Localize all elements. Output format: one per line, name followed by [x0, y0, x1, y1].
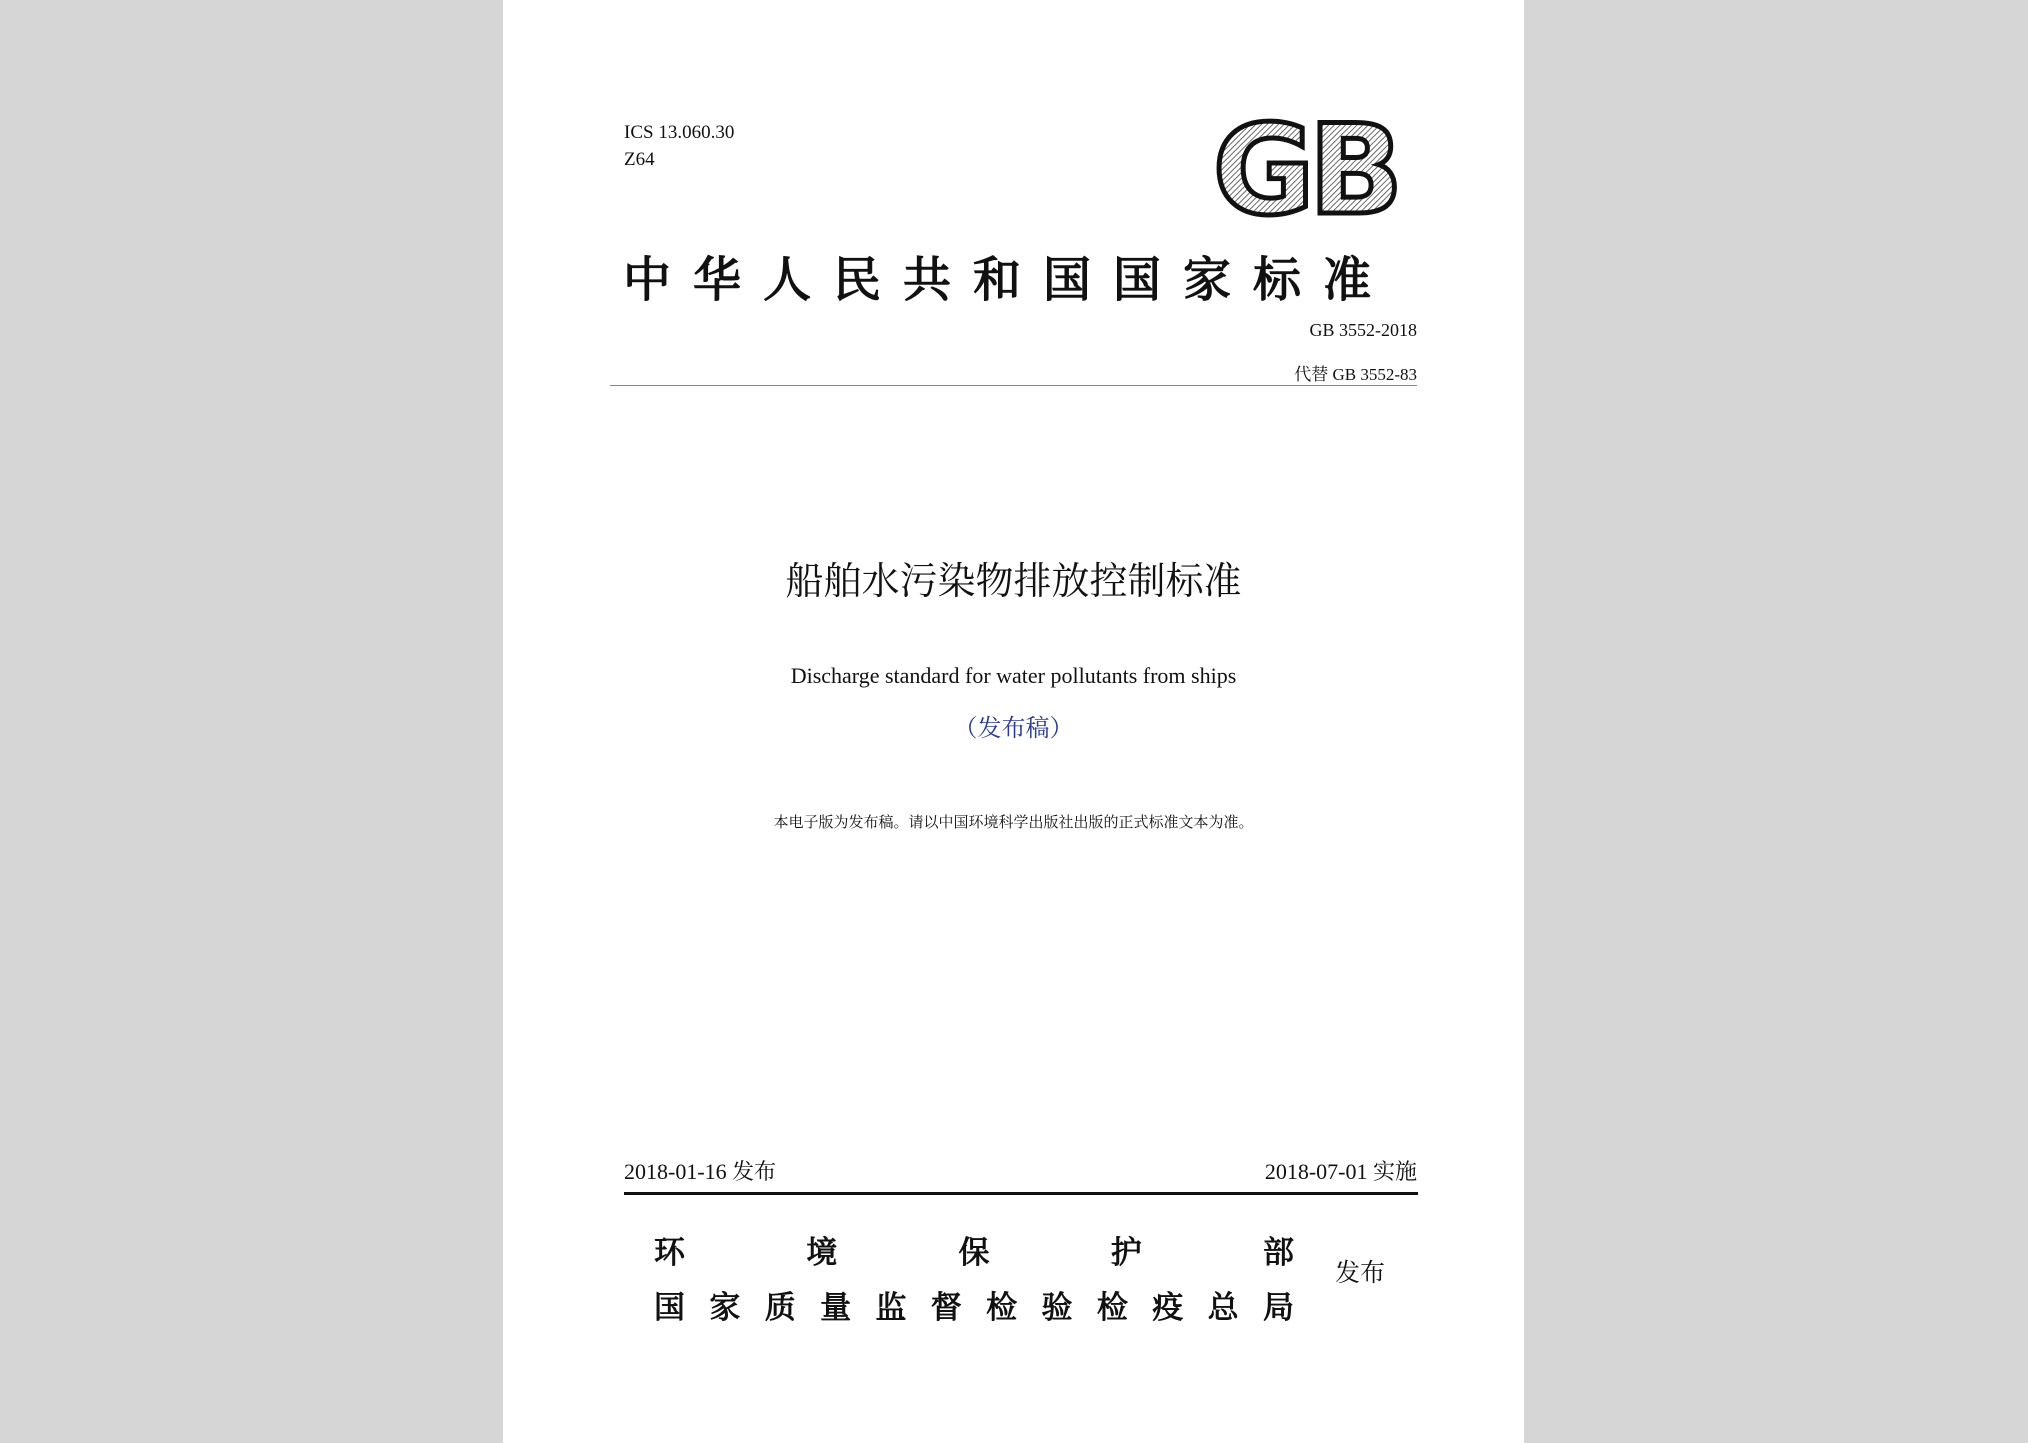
header-divider [610, 385, 1417, 386]
gb-logo [1206, 117, 1404, 225]
chinese-title: 船舶水污染物排放控制标准 [785, 559, 1242, 603]
replaces-standard: 代替 GB 3552-83 [1294, 365, 1417, 384]
issuer-char: 境 [806, 1235, 838, 1271]
issuer-char: 验 [1041, 1290, 1073, 1326]
issuer-char: 督 [930, 1290, 962, 1326]
issuer-char: 环 [654, 1235, 685, 1271]
issuer-ministry [654, 1233, 1294, 1273]
issuer-aqsiq [654, 1288, 1294, 1328]
issuer-char: 国 [654, 1290, 685, 1326]
footer-divider [624, 1192, 1418, 1195]
issuer-char: 局 [1262, 1290, 1294, 1326]
issuer-char: 监 [875, 1290, 907, 1326]
edition-notice: 本电子版为发布稿。请以中国环境科学出版社出版的正式标准文本为准。 [773, 813, 1254, 831]
issue-label: 发布 [732, 1160, 777, 1185]
standard-number: GB 3552-2018 [1309, 320, 1417, 340]
issuer-char: 护 [1110, 1235, 1142, 1271]
english-title: Discharge standard for water pollutants from ships [790, 663, 1237, 688]
issuer-char: 部 [1263, 1235, 1294, 1271]
implementation-label: 实施 [1372, 1160, 1417, 1185]
draft-status: （发布稿） [953, 714, 1074, 742]
issuer-title: 中华人民共和国国家标准 [623, 252, 1394, 308]
implementation-date-line [1265, 1157, 1417, 1188]
classification-code: Z64 [624, 149, 655, 170]
issuer-char: 检 [1096, 1290, 1128, 1326]
issue-date: 2018-01-16 [624, 1159, 727, 1184]
issuer-char: 疫 [1152, 1290, 1184, 1326]
ics-code: ICS 13.060.30 [624, 122, 735, 143]
implementation-date: 2018-07-01 [1264, 1159, 1368, 1184]
issuer-char: 检 [986, 1290, 1018, 1326]
issue-date-line [624, 1157, 776, 1188]
issuer-char: 家 [709, 1290, 741, 1326]
publish-label: 发布 [1335, 1258, 1386, 1287]
issuer-char: 保 [958, 1235, 990, 1271]
issuer-char: 总 [1207, 1290, 1239, 1326]
gb-logo-text: GB [1212, 117, 1398, 225]
issuer-char: 质 [764, 1290, 796, 1326]
document-page [503, 0, 1524, 1443]
issuer-char: 量 [820, 1290, 852, 1326]
